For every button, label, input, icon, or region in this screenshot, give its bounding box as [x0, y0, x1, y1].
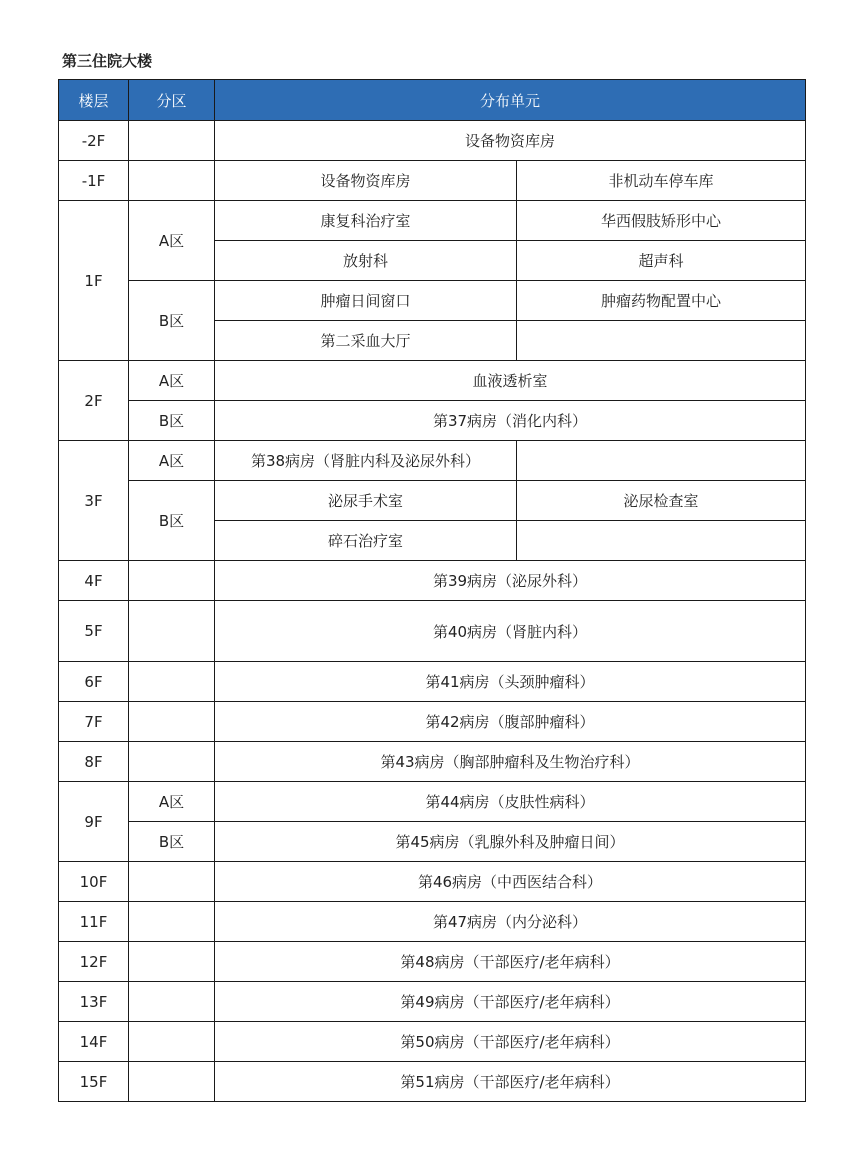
- zone-cell: [129, 702, 215, 742]
- header-floor: 楼层: [59, 80, 129, 121]
- unit-cell: 第40病房（肾脏内科）: [215, 601, 806, 662]
- unit-cell: 第51病房（干部医疗/老年病科）: [215, 1062, 806, 1102]
- header-row: [59, 80, 806, 121]
- table-row: [59, 161, 806, 201]
- unit-cell: 第二采血大厅: [215, 321, 517, 361]
- unit-cell: 第50病房（干部医疗/老年病科）: [215, 1022, 806, 1062]
- floor-cell: 8F: [59, 742, 129, 782]
- unit-cell: 非机动车停车库: [517, 161, 806, 201]
- table-row: [59, 902, 806, 942]
- unit-cell: 肿瘤日间窗口: [215, 281, 517, 321]
- floor-directory-table: [58, 79, 806, 1102]
- table-row: [59, 121, 806, 161]
- unit-cell: 泌尿检查室: [517, 481, 806, 521]
- zone-cell: [129, 161, 215, 201]
- header-zone: 分区: [129, 80, 215, 121]
- unit-cell: 第37病房（消化内科）: [215, 401, 806, 441]
- zone-cell: [129, 1022, 215, 1062]
- unit-cell: 第48病房（干部医疗/老年病科）: [215, 942, 806, 982]
- zone-cell: B区: [129, 822, 215, 862]
- table-row: [59, 361, 806, 401]
- zone-cell: [129, 982, 215, 1022]
- table-row: [59, 1022, 806, 1062]
- unit-cell-empty: [517, 321, 806, 361]
- unit-cell: 碎石治疗室: [215, 521, 517, 561]
- zone-cell: [129, 902, 215, 942]
- zone-cell: [129, 942, 215, 982]
- floor-cell: 5F: [59, 601, 129, 662]
- unit-cell: 康复科治疗室: [215, 201, 517, 241]
- zone-cell: [129, 561, 215, 601]
- unit-cell: 第39病房（泌尿外科）: [215, 561, 806, 601]
- table-row: [59, 942, 806, 982]
- zone-cell: [129, 601, 215, 662]
- zone-cell: [129, 1062, 215, 1102]
- floor-cell: 12F: [59, 942, 129, 982]
- floor-cell: 13F: [59, 982, 129, 1022]
- floor-cell: 3F: [59, 441, 129, 561]
- floor-cell: 14F: [59, 1022, 129, 1062]
- zone-cell: [129, 862, 215, 902]
- floor-cell: -2F: [59, 121, 129, 161]
- unit-cell-empty: [517, 441, 806, 481]
- floor-cell: 4F: [59, 561, 129, 601]
- table-row: [59, 601, 806, 662]
- table-row: [59, 401, 806, 441]
- unit-cell: 华西假肢矫形中心: [517, 201, 806, 241]
- floor-cell: 1F: [59, 201, 129, 361]
- table-row: [59, 782, 806, 822]
- table-row: [59, 441, 806, 481]
- unit-cell: 第42病房（腹部肿瘤科）: [215, 702, 806, 742]
- unit-cell: 设备物资库房: [215, 161, 517, 201]
- floor-cell: 11F: [59, 902, 129, 942]
- zone-cell: A区: [129, 441, 215, 481]
- zone-cell: [129, 662, 215, 702]
- unit-cell: 第49病房（干部医疗/老年病科）: [215, 982, 806, 1022]
- unit-cell: 第47病房（内分泌科）: [215, 902, 806, 942]
- table-row: [59, 481, 806, 521]
- unit-cell: 第43病房（胸部肿瘤科及生物治疗科）: [215, 742, 806, 782]
- table-row: [59, 662, 806, 702]
- table-row: [59, 822, 806, 862]
- zone-cell: [129, 742, 215, 782]
- zone-cell: A区: [129, 782, 215, 822]
- floor-cell: -1F: [59, 161, 129, 201]
- floor-cell: 6F: [59, 662, 129, 702]
- page-title: 第三住院大楼: [62, 52, 153, 70]
- unit-cell: 第41病房（头颈肿瘤科）: [215, 662, 806, 702]
- floor-cell: 15F: [59, 1062, 129, 1102]
- unit-cell: 第44病房（皮肤性病科）: [215, 782, 806, 822]
- table-row: [59, 281, 806, 321]
- zone-cell: B区: [129, 281, 215, 361]
- table-row: [59, 1062, 806, 1102]
- unit-cell: 第45病房（乳腺外科及肿瘤日间）: [215, 822, 806, 862]
- floor-cell: 7F: [59, 702, 129, 742]
- table-row: [59, 702, 806, 742]
- floor-cell: 2F: [59, 361, 129, 441]
- zone-cell: A区: [129, 201, 215, 281]
- unit-cell: 泌尿手术室: [215, 481, 517, 521]
- unit-cell: 设备物资库房: [215, 121, 806, 161]
- unit-cell: 第46病房（中西医结合科）: [215, 862, 806, 902]
- floor-cell: 10F: [59, 862, 129, 902]
- table-row: [59, 561, 806, 601]
- unit-cell-empty: [517, 521, 806, 561]
- floor-cell: 9F: [59, 782, 129, 862]
- table-row: [59, 862, 806, 902]
- table-row: [59, 982, 806, 1022]
- unit-cell: 放射科: [215, 241, 517, 281]
- zone-cell: A区: [129, 361, 215, 401]
- unit-cell: 肿瘤药物配置中心: [517, 281, 806, 321]
- zone-cell: B区: [129, 401, 215, 441]
- zone-cell: [129, 121, 215, 161]
- table-row: [59, 201, 806, 241]
- zone-cell: B区: [129, 481, 215, 561]
- header-units: 分布单元: [215, 80, 806, 121]
- unit-cell: 第38病房（肾脏内科及泌尿外科）: [215, 441, 517, 481]
- unit-cell: 血液透析室: [215, 361, 806, 401]
- unit-cell: 超声科: [517, 241, 806, 281]
- table-row: [59, 742, 806, 782]
